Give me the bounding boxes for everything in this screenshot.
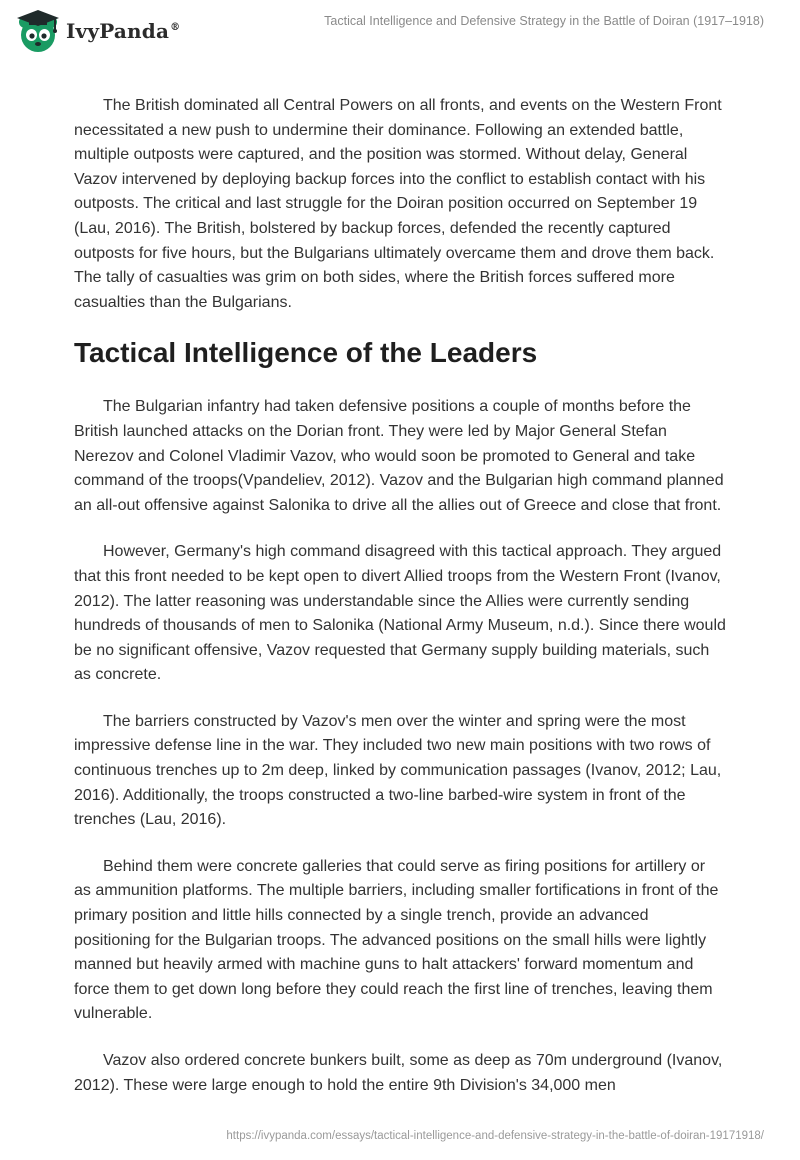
paragraph-3: The barriers constructed by Vazov's men over the winter and spring were the most impressive defense line in the war. They included two new main positions with two rows of continuous trenches up to 2m deep, linked by communication passages (Ivanov, 2012; Lau, 2016). Additionally, the troops constructed a two-line barbed-wire system in front of the trenches (Lau, 2016). (74, 712, 722, 829)
paragraph-1: The Bulgarian infantry had taken defensive positions a couple of months before the British launched attacks on the Dorian front. They were led by Major General Stefan Nerezov and Colonel Vladimir Vazov, who would soon be promoted to General and take command of the troops(Vpandeliev, 2012). Vazov and the Bulgarian high command planned an all-out offensive against Salonika to drive all the allies out of Greece and close that front. (74, 398, 724, 514)
paragraph-2: However, Germany's high command disagreed with this tactical approach. They argued that this front needed to be kept open to divert Allied troops from the Western Front (Ivanov, 2012). The latter reasoning was understandable since the Allies were currently sending hundreds of thousands of men to Salonika (National Army Museum, n.d.). Since there would be no significant offensive, Vazov requested that Germany supply building materials, such as concrete. (74, 543, 726, 684)
registered-mark: ® (170, 22, 181, 34)
panda-graduate-logo-icon (14, 8, 62, 54)
essay-content (74, 94, 726, 1120)
document-title: Tactical Intelligence and Defensive Strategy in the Battle of Doiran (1917–1918) (324, 14, 764, 28)
ivypanda-logo[interactable] (14, 8, 180, 54)
paragraph-intro: The British dominated all Central Powers on all fronts, and events on the Western Front necessitated a new push to undermine their dominance. Following an extended battle, multiple outposts were captured, and the position was stormed. Without delay, General Vazov intervened by deploying backup forces into the conflict to establish contact with his outposts. The critical and last struggle for the Doiran position occurred on September 19 (Lau, 2016). The British, bolstered by backup forces, defended the recently captured outposts for five hours, but the Bulgarians ultimately overcame them and drove them back. The tally of casualties was grim on both sides, where the British forces suffered more casualties than the Bulgarians. (74, 97, 722, 311)
page-header (0, 0, 800, 62)
paragraph-5: Vazov also ordered concrete bunkers built, some as deep as 70m underground (Ivanov, 2012). These were large enough to hold the entire 9th Division's 34,000 men (74, 1052, 723, 1094)
footer-url-link[interactable]: https://ivypanda.com/essays/tactical-intelligence-and-defensive-strategy-in-the-battle-of-doiran-19171918/ (226, 1130, 764, 1142)
section-heading: Tactical Intelligence of the Leaders (74, 337, 538, 369)
paragraph-4: Behind them were concrete galleries that could serve as firing positions for artillery or as ammunition platforms. The multiple barriers, including smaller fortifications in front of the primary position and little hills connected by a single trench, provide an advanced positioning for the Bulgarian troops. The advanced positions on the small hills were lightly manned but heavily armed with machine guns to halt attackers' forward momentum and force them to get down long before they could reach the first line of trenches, leaving them vulnerable. (74, 857, 719, 1023)
brand-name: IvyPanda® (66, 19, 181, 43)
